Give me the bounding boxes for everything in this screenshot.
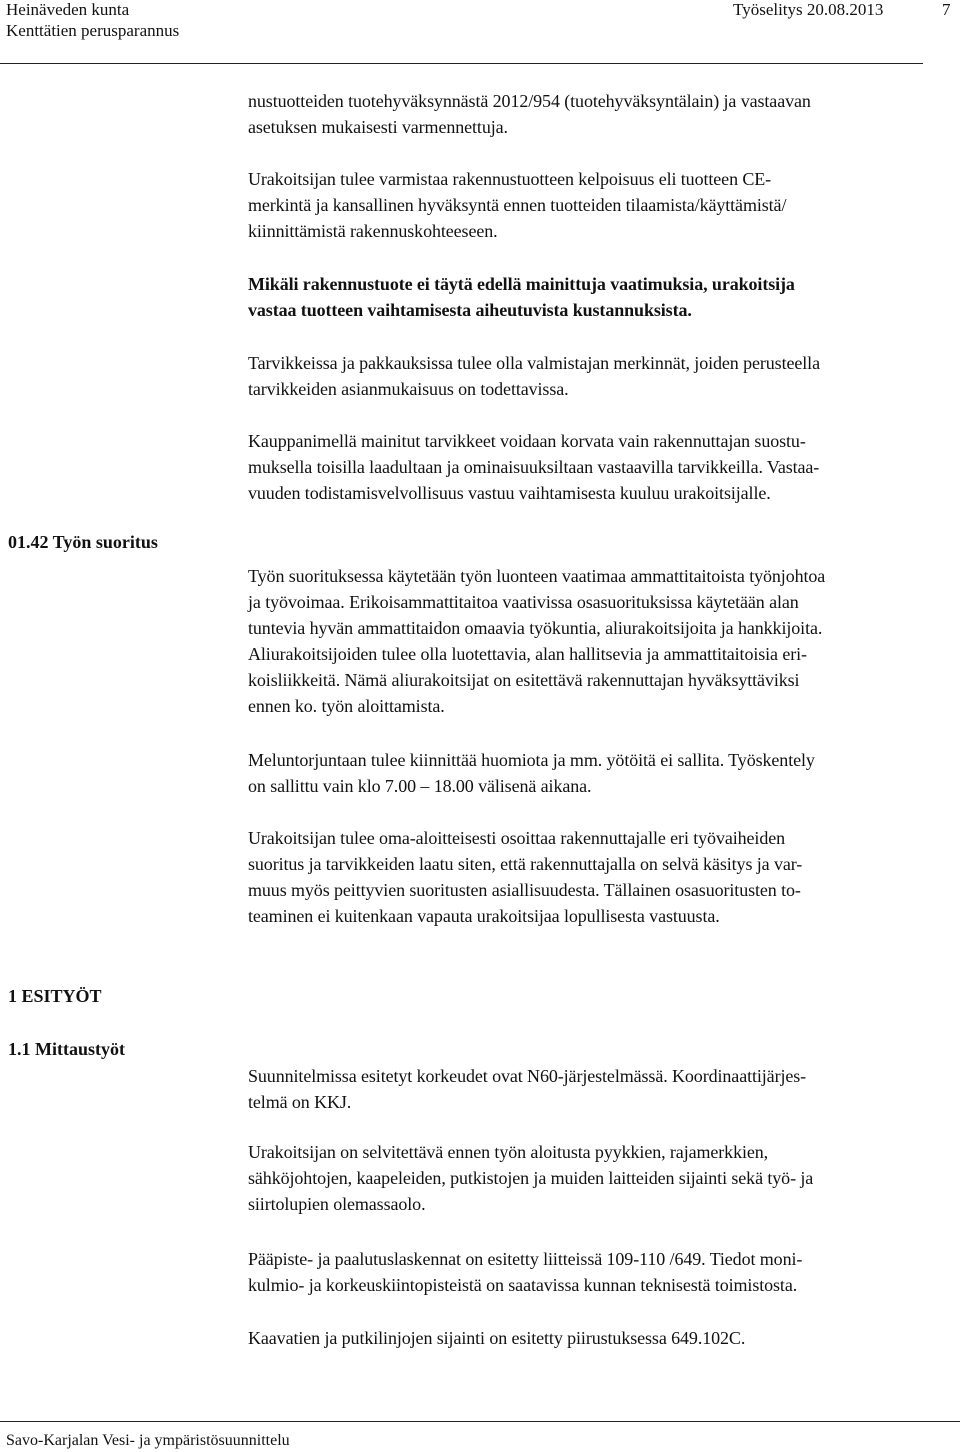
text-line: Kauppanimellä mainitut tarvikkeet voidaan korvata vain rakennuttajan suostu- [248,431,806,451]
text-line: tuntevia hyvän ammattitaidon omaavia työkuntia, aliurakoitsijoita ja hankkijoita. [248,618,823,638]
text-line: Mikäli rakennustuote ei täytä edellä mainittuja vaatimuksia, urakoitsija [248,274,795,294]
text-line: vastaa tuotteen vaihtamisesta aiheutuvista kustannuksista. [248,300,692,320]
text-line: Pääpiste- ja paalutuslaskennat on esitetty liitteissä 109-110 /649. Tiedot moni- [248,1249,803,1269]
heading-esityot: 1 ESITYÖT [8,986,102,1006]
text-line: Aliurakoitsijoiden tulee olla luotettavia, alan hallitsevia ja ammattitaitoisia eri- [248,644,807,664]
paragraph [248,1063,956,1115]
heading-mittaustyot: 1.1 Mittaustyöt [8,1039,125,1059]
text-line: siirtolupien olemassaolo. [248,1194,426,1214]
text-line: Tarvikkeissa ja pakkauksissa tulee olla valmistajan merkinnät, joiden perusteella [248,353,820,373]
paragraph [248,563,956,719]
text-line: merkintä ja kansallinen hyväksyntä ennen tuotteiden tilaamista/käyttämistä/ [248,195,787,215]
paragraph [248,747,956,799]
header-rule [0,63,923,64]
text-line: ennen ko. työn aloittamista. [248,696,445,716]
text-line: on sallittu vain klo 7.00 – 18.00 välisenä aikana. [248,776,592,796]
text-line: muus myös peittyvien suoritusten asiallisuudesta. Tällainen osasuoritusten to- [248,880,801,900]
text-line: telmä on KKJ. [248,1092,352,1112]
text-line: nustuotteiden tuotehyväksynnästä 2012/954 (tuotehyväksyntälain) ja vastaavan [248,91,811,111]
text-line: kulmio- ja korkeuskiintopisteistä on saatavissa kunnan teknisestä toimistosta. [248,1275,798,1295]
header-document-title: Työselitys 20.08.2013 [733,0,884,19]
paragraph [248,166,956,244]
paragraph [248,1246,956,1298]
text-line: tarvikkeiden asianmukaisuus on todettavissa. [248,379,569,399]
bold-paragraph [248,271,956,323]
text-line: Urakoitsijan tulee varmistaa rakennustuotteen kelpoisuus eli tuotteen CE- [248,169,772,189]
text-line: Kaavatien ja putkilinjojen sijainti on esitetty piirustuksessa 649.102C. [248,1328,746,1348]
text-line: teaminen ei kuitenkaan vapauta urakoitsijaa lopullisesta vastuusta. [248,906,720,926]
paragraph [248,1139,956,1217]
text-line: koisliikkeitä. Nämä aliurakoitsijat on esitettävä rakennuttajan hyväksyttäviksi [248,670,800,690]
header-project: Kenttätien perusparannus [6,21,180,40]
text-line: vuuden todistamisvelvollisuus vastuu vaihtamisesta kuuluu urakoitsijalle. [248,483,771,503]
text-line: Urakoitsijan on selvitettävä ennen työn aloitusta pyykkien, rajamerkkien, [248,1142,769,1162]
paragraph [248,825,956,929]
paragraph [248,88,956,140]
heading-tyon-suoritus: 01.42 Työn suoritus [8,532,158,552]
header-organization: Heinäveden kunta [6,0,130,19]
paragraph [248,1325,956,1351]
footer-text: Savo-Karjalan Vesi- ja ympäristösuunnittelu [6,1432,290,1449]
text-line: Urakoitsijan tulee oma-aloitteisesti osoittaa rakennuttajalle eri työvaiheiden [248,828,786,848]
text-line: asetuksen mukaisesti varmennettuja. [248,117,508,137]
text-line: muksella toisilla laadultaan ja ominaisuuksiltaan vastaavilla tarvikkeilla. Vastaa- [248,457,820,477]
text-line: Meluntorjuntaan tulee kiinnittää huomiota ja mm. yötöitä ei sallita. Työskentely [248,750,815,770]
text-line: kiinnittämistä rakennuskohteeseen. [248,221,498,241]
footer-rule [0,1421,960,1422]
text-line: suoritus ja tarvikkeiden laatu siten, että rakennuttajalla on selvä käsitys ja var- [248,854,803,874]
paragraph [248,428,956,506]
text-line: Suunnitelmissa esitetyt korkeudet ovat N60-järjestelmässä. Koordinaattijärjes- [248,1066,807,1086]
paragraph [248,350,956,402]
text-line: ja työvoimaa. Erikoisammattitaitoa vaativissa osasuorituksissa käytetään alan [248,592,799,612]
text-line: sähköjohtojen, kaapeleiden, putkistojen ja muiden laitteiden sijainti sekä työ- ja [248,1168,814,1188]
header-page-number: 7 [942,0,951,19]
text-line: Työn suorituksessa käytetään työn luonteen vaatimaa ammattitaitoista työnjohtoa [248,566,826,586]
